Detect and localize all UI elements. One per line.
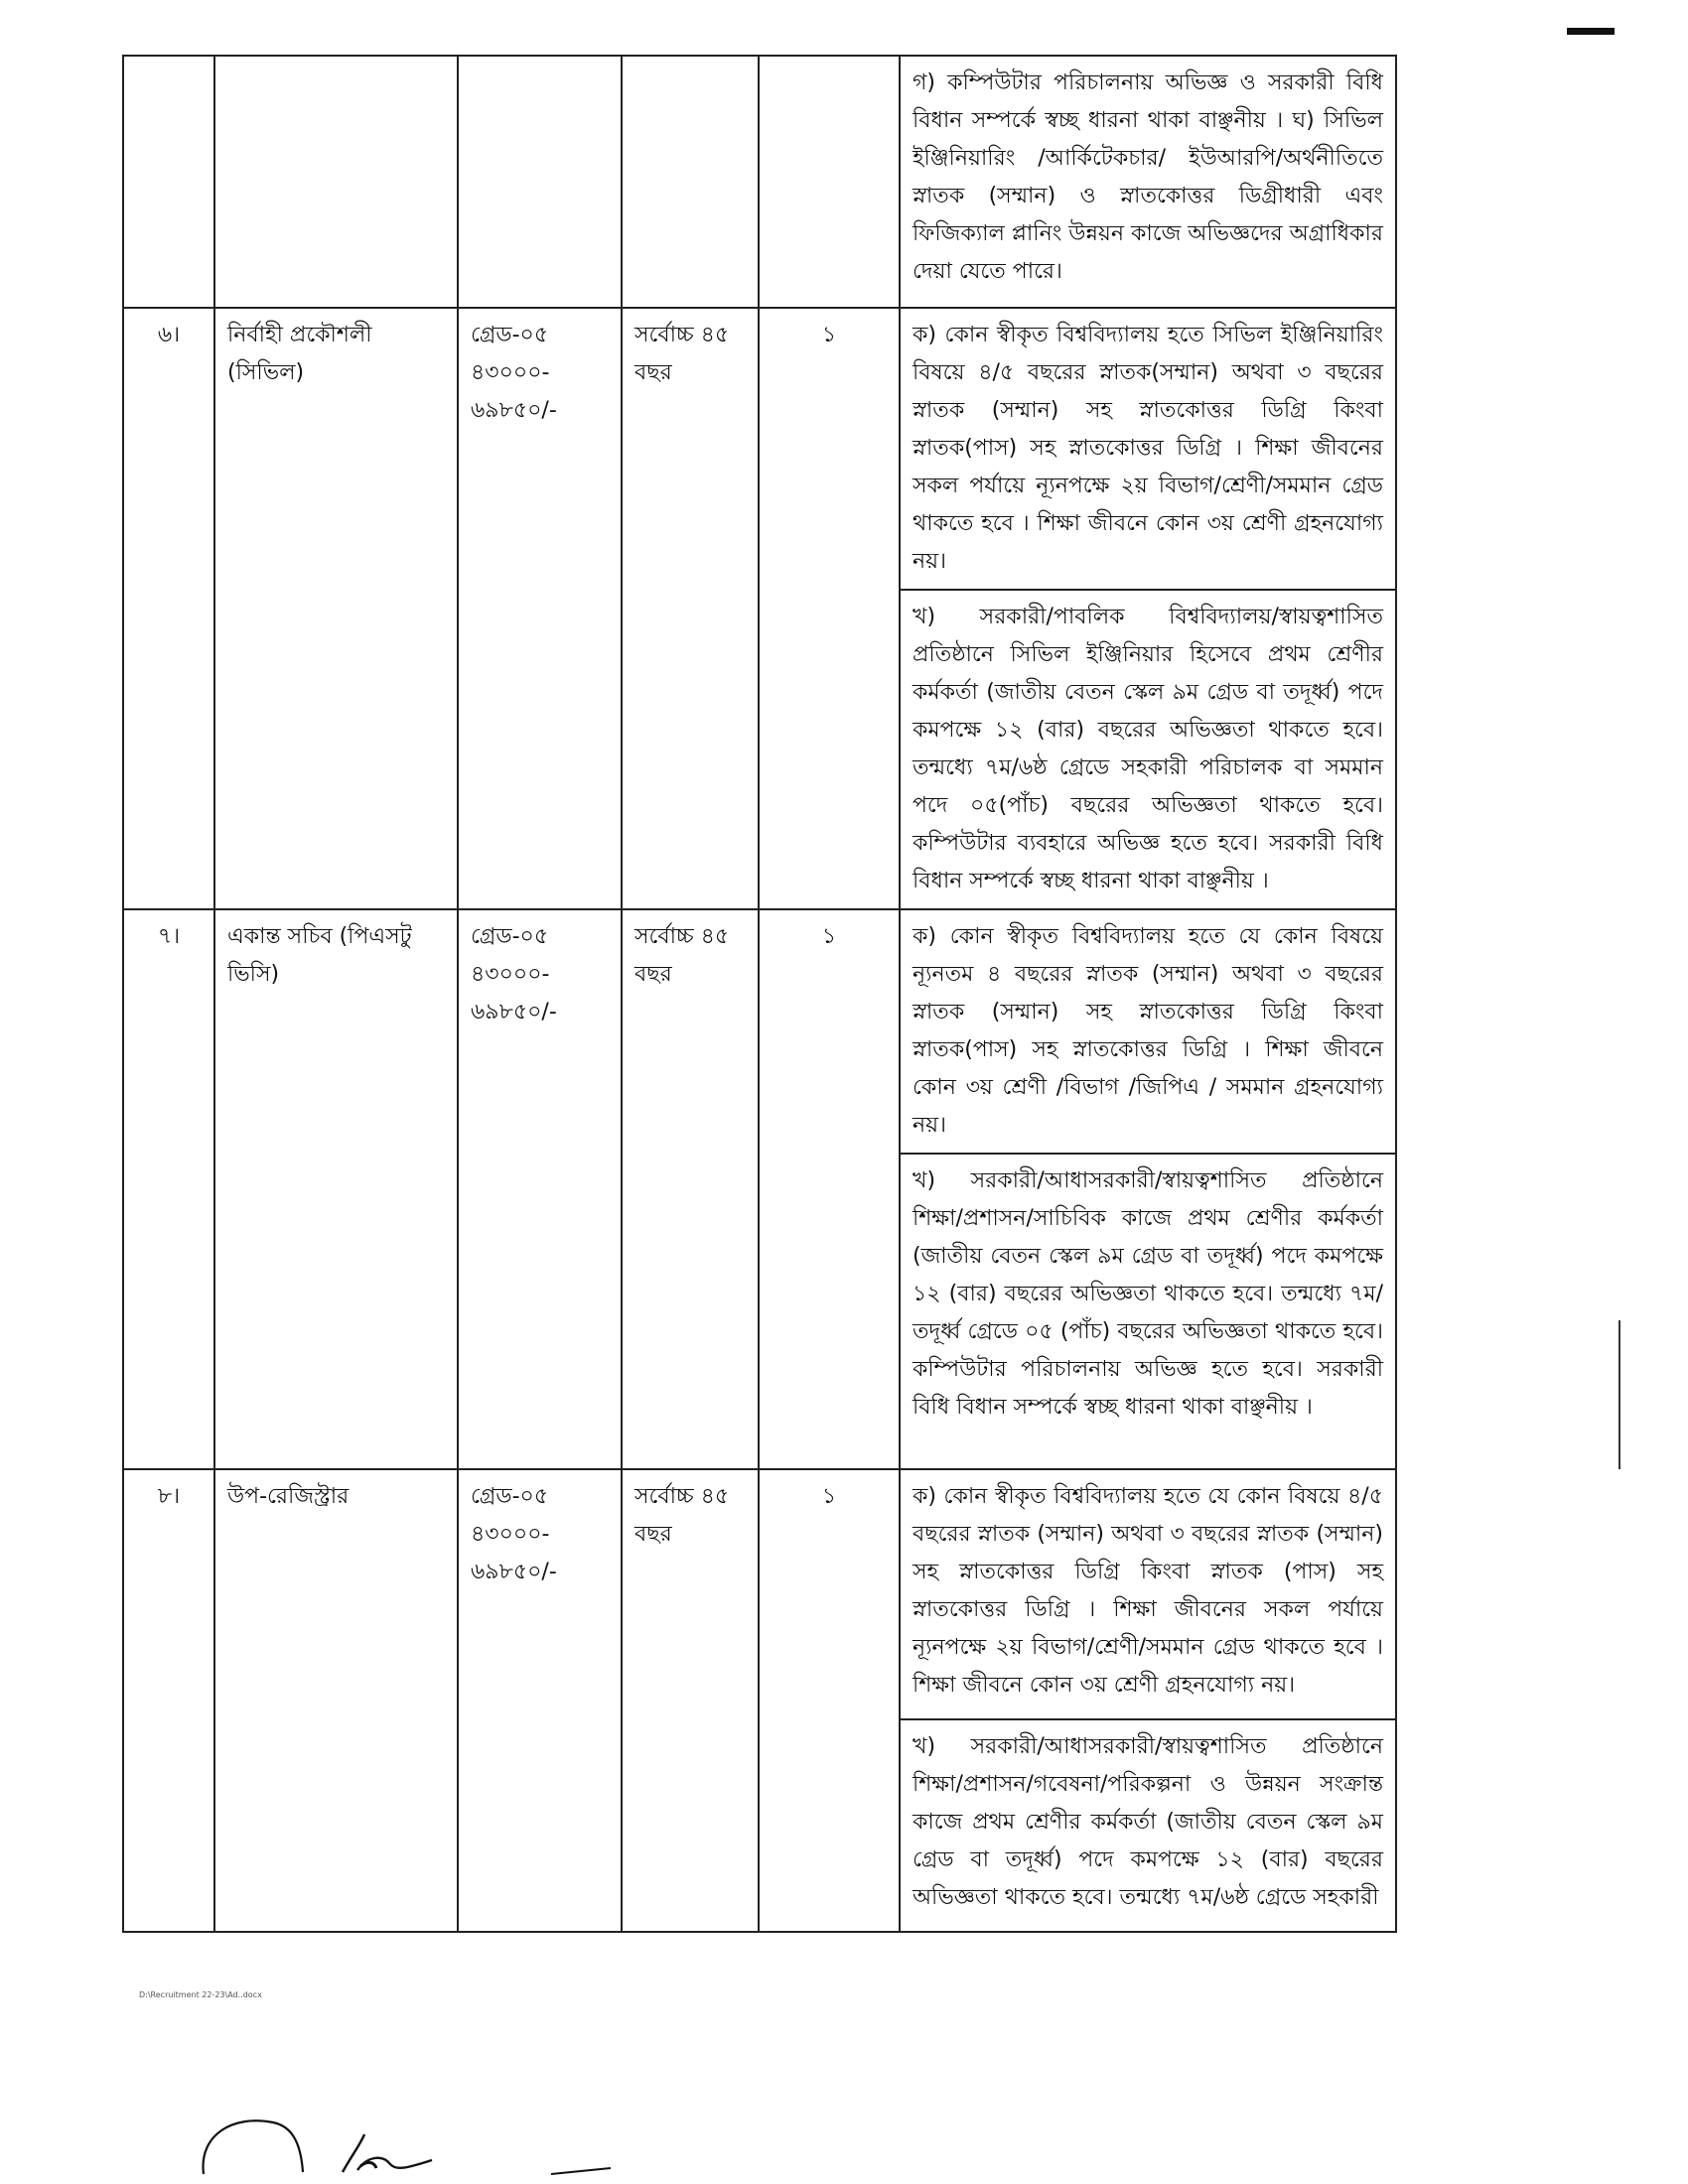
requirement-cell: ক) কোন স্বীকৃত বিশ্ববিদ্যালয় হতে যে কোন বিষয়ে ন্যূনতম ৪ বছরের স্নাতক (সম্মান) অথবা ৩ বছরের স্নাতক (সম্মান) সহ স্নাতকোত্তর ডিগ্রি কিংবা স্নাতক(পাস) সহ স্নাতকোত্তর ডিগ্রি । শিক্ষা জীবনে কোন ৩য় শ্রেণী /বিভাগ /জিপিএ / সমমান গ্রহনযোগ্য নয়। — [900, 909, 1396, 1154]
post-cell — [214, 56, 458, 308]
recruitment-table — [122, 55, 1397, 1933]
requirement-cell: গ) কম্পিউটার পরিচালনায় অভিজ্ঞ ও সরকারী বিধি বিধান সম্পর্কে স্বচ্ছ ধারনা থাকা বাঞ্ছনীয় । ঘ) সিভিল ইঞ্জিনিয়ারিং /আর্কিটেকচার/ ইউআরপি/অর্থনীতিতে স্নাতক (সম্মান) ও স্নাতকোত্তর ডিগ্রীধারী এবং ফিজিক্যাল প্লানিং উন্নয়ন কাজে অভিজ্ঞদের অগ্রাধিকার দেয়া যেতে পারে। — [900, 56, 1396, 308]
table-row — [123, 56, 1396, 308]
post-cell: একান্ত সচিব (পিএসটু ভিসি) — [214, 909, 458, 1469]
count-cell — [759, 56, 900, 308]
requirement-cell: ক) কোন স্বীকৃত বিশ্ববিদ্যালয় হতে সিভিল ইঞ্জিনিয়ারিং বিষয়ে ৪/৫ বছরের স্নাতক(সম্মান) অথবা ৩ বছরের স্নাতক (সম্মান) সহ স্নাতকোত্তর ডিগ্রি কিংবা স্নাতক(পাস) সহ স্নাতকোত্তর ডিগ্রি । শিক্ষা জীবনের সকল পর্যায়ে ন্যূনপক্ষে ২য় বিভাগ/শ্রেণী/সমমান গ্রেড থাকতে হবে । শিক্ষা জীবনে কোন ৩য় শ্রেণী গ্রহনযোগ্য নয়। — [900, 308, 1396, 590]
age-cell — [622, 56, 759, 308]
table-row — [123, 308, 1396, 590]
grade-cell: গ্রেড-০৫ ৪৩০০০- ৬৯৮৫০/- — [458, 308, 622, 909]
age-cell: সর্বোচ্চ ৪৫ বছর — [622, 909, 759, 1469]
serial-cell: ৬। — [123, 308, 214, 909]
count-cell: ১ — [759, 1469, 900, 1932]
file-path-footer: D:\Recruitment 22-23\Ad..docx — [139, 1990, 262, 1999]
corner-mark — [1567, 28, 1615, 35]
post-cell: নির্বাহী প্রকৌশলী (সিভিল) — [214, 308, 458, 909]
requirement-cell: খ) সরকারী/আধাসরকারী/স্বায়ত্বশাসিত প্রতিষ্ঠানে শিক্ষা/প্রশাসন/সাচিবিক কাজে প্রথম শ্রেণীর কর্মকর্তা (জাতীয় বেতন স্কেল ৯ম গ্রেড বা তদূর্ধ্ব) পদে কমপক্ষে ১২ (বার) বছরের অভিজ্ঞতা থাকতে হবে। তন্মধ্যে ৭ম/তদূর্ধ্ব গ্রেডে ০৫ (পাঁচ) বছরের অভিজ্ঞতা থাকতে হবে। কম্পিউটার পরিচালনায় অভিজ্ঞ হতে হবে। সরকারী বিধি বিধান সম্পর্কে স্বচ্ছ ধারনা থাকা বাঞ্ছনীয় । — [900, 1154, 1396, 1469]
table-row — [123, 909, 1396, 1154]
age-cell: সর্বোচ্চ ৪৫ বছর — [622, 1469, 759, 1932]
scan-edge-line — [1618, 1320, 1620, 1469]
grade-cell — [458, 56, 622, 308]
grade-cell: গ্রেড-০৫ ৪৩০০০- ৬৯৮৫০/- — [458, 1469, 622, 1932]
serial-cell: ৮। — [123, 1469, 214, 1932]
count-cell: ১ — [759, 909, 900, 1469]
count-cell: ১ — [759, 308, 900, 909]
requirement-cell: খ) সরকারী/পাবলিক বিশ্ববিদ্যালয়/স্বায়ত্বশাসিত প্রতিষ্ঠানে সিভিল ইঞ্জিনিয়ার হিসেবে প্রথম শ্রেণীর কর্মকর্তা (জাতীয় বেতন স্কেল ৯ম গ্রেড বা তদূর্ধ্ব) পদে কমপক্ষে ১২ (বার) বছরের অভিজ্ঞতা থাকতে হবে। তন্মধ্যে ৭ম/৬ষ্ঠ গ্রেডে সহকারী পরিচালক বা সমমান পদে ০৫(পাঁচ) বছরের অভিজ্ঞতা থাকতে হবে। কম্পিউটার ব্যবহারে অভিজ্ঞ হতে হবে। সরকারী বিধি বিধান সম্পর্কে স্বচ্ছ ধারনা থাকা বাঞ্ছনীয় । — [900, 590, 1396, 909]
handwritten-signature — [194, 2075, 650, 2184]
age-cell: সর্বোচ্চ ৪৫ বছর — [622, 308, 759, 909]
grade-cell: গ্রেড-০৫ ৪৩০০০- ৬৯৮৫০/- — [458, 909, 622, 1469]
requirement-cell: খ) সরকারী/আধাসরকারী/স্বায়ত্বশাসিত প্রতিষ্ঠানে শিক্ষা/প্রশাসন/গবেষনা/পরিকল্পনা ও উন্নয়ন সংক্রান্ত কাজে প্রথম শ্রেণীর কর্মকর্তা (জাতীয় বেতন স্কেল ৯ম গ্রেড বা তদূর্ধ্ব) পদে কমপক্ষে ১২ (বার) বছরের অভিজ্ঞতা থাকতে হবে। তন্মধ্যে ৭ম/৬ষ্ঠ গ্রেডে সহকারী — [900, 1719, 1396, 1932]
serial-cell — [123, 56, 214, 308]
post-cell: উপ-রেজিস্ট্রার — [214, 1469, 458, 1932]
requirement-cell: ক) কোন স্বীকৃত বিশ্ববিদ্যালয় হতে যে কোন বিষয়ে ৪/৫ বছরের স্নাতক (সম্মান) অথবা ৩ বছরের স্নাতক (সম্মান) সহ স্নাতকোত্তর ডিগ্রি কিংবা স্নাতক (পাস) সহ স্নাতকোত্তর ডিগ্রি । শিক্ষা জীবনের সকল পর্যায়ে ন্যূনপক্ষে ২য় বিভাগ/শ্রেণী/সমমান গ্রেড থাকতে হবে । শিক্ষা জীবনে কোন ৩য় শ্রেণী গ্রহনযোগ্য নয়। — [900, 1469, 1396, 1719]
serial-cell: ৭। — [123, 909, 214, 1469]
table-row — [123, 1469, 1396, 1719]
